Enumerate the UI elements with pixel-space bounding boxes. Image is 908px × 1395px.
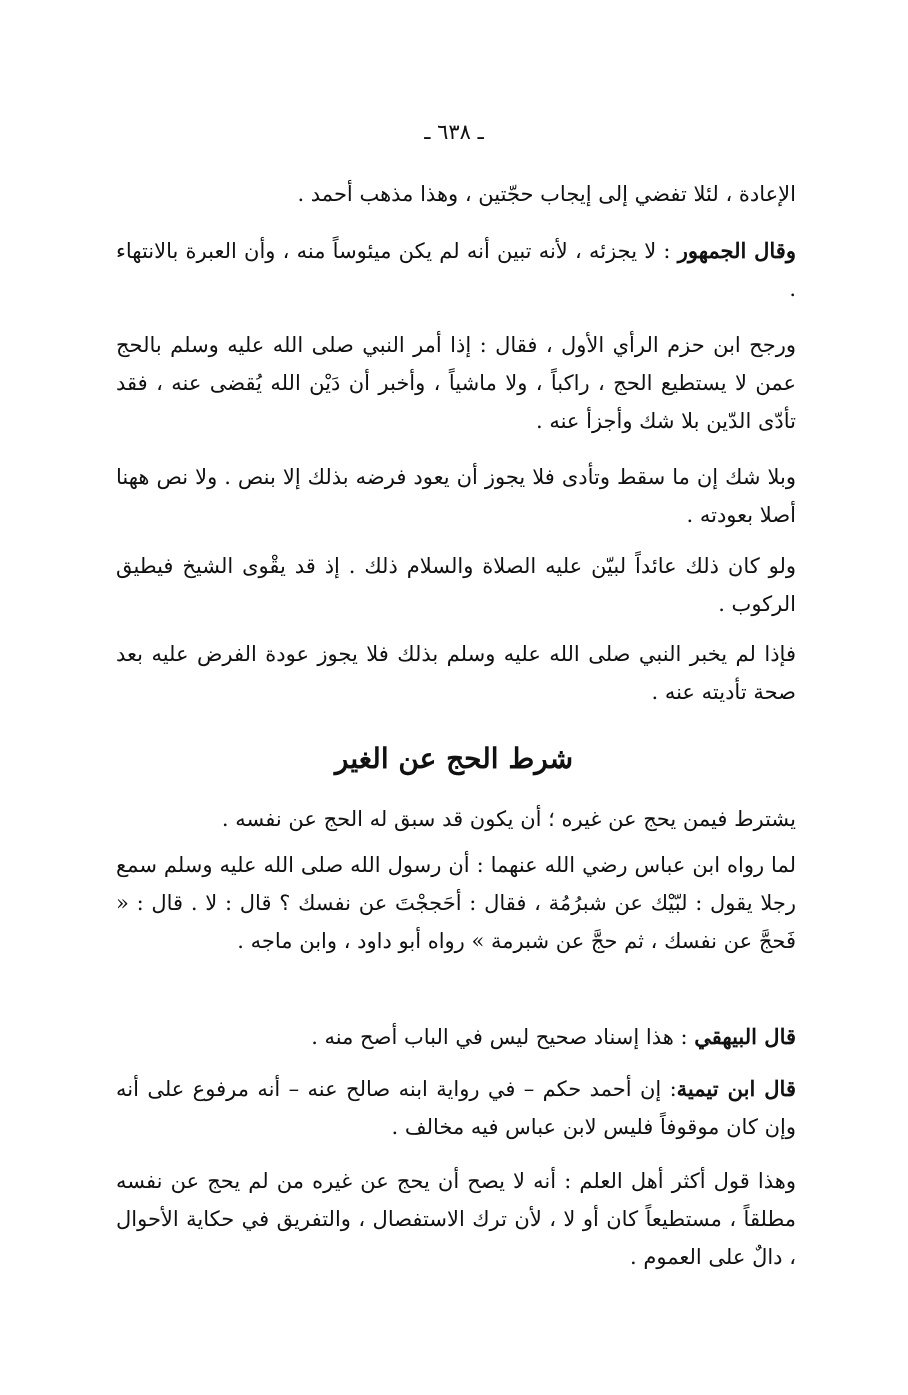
speaker-label: قال ابن تيمية	[676, 1076, 796, 1101]
paragraph-text: : إن أحمد حكم – في رواية ابنه صالح عنه – أنه مرفوع على أنه وإن كان موقوفاً فليس لابن عباس فيه مخالف .	[116, 1077, 796, 1139]
section-heading: شرط الحج عن الغير	[334, 742, 574, 775]
paragraph-ibn-hazm: ورجح ابن حزم الرأي الأول ، فقال : إذا أمر النبي صلى الله عليه وسلم بالحج عمن لا يستطيع الحج ، راكباً ، ولا ماشياً ، وأخبر أن دَيْن الله يُقضى عنه ، فقد تأدّى الدّين بلا شك وأجزأ عنه .	[116, 333, 796, 433]
paragraph-conclusion: فإذا لم يخبر النبي صلى الله عليه وسلم بذلك فلا يجوز عودة الفرض عليه بعد صحة تأديته عنه .	[116, 642, 796, 704]
speaker-label: قال البيهقي	[694, 1024, 796, 1049]
paragraph-hadith: لما رواه ابن عباس رضي الله عنهما : أن رسول الله صلى الله عليه وسلم سمع رجلا يقول : لبّيْك عن شبرُمُة ، فقال : أحَججْتَ عن نفسك ؟ قال : لا . قال : « فَحجَّ عن نفسك ، ثم حجَّ عن شبرمة » رواه أبو داود ، وابن ماجه .	[116, 853, 796, 953]
paragraph-text: : لا يجزئه ، لأنه تبين أنه لم يكن ميئوساً منه ، وأن العبرة بالانتهاء .	[116, 239, 796, 301]
paragraph-condition: يشترط فيمن يحج عن غيره ؛ أن يكون قد سبق له الحج عن نفسه .	[221, 807, 796, 831]
speaker-label: وقال الجمهور	[677, 238, 796, 263]
paragraph-explanation: ولو كان ذلك عائداً لبيّن عليه الصلاة والسلام ذلك . إذ قد يقْوى الشيخ فيطيق الركوب .	[116, 554, 796, 616]
paragraph-reinstatement: الإعادة ، لئلا تفضي إلى إيجاب حجّتين ، وهذا مذهب أحمد .	[297, 182, 796, 206]
paragraph-ibn-taymiyya	[116, 1070, 796, 1146]
paragraph-scholars-view: وهذا قول أكثر أهل العلم : أنه لا يصح أن يحج عن غيره من لم يحج عن نفسه مطلقاً ، مستطيعاً كان أو لا ، لأن ترك الاستفصال ، والتفريق في حكاية الأحوال ، دالٌ على العموم .	[116, 1169, 796, 1269]
paragraph-bayhaqi	[116, 1018, 796, 1056]
paragraph-majority-view	[116, 232, 796, 308]
page-number: ـ ٦٣٨ ـ	[424, 120, 484, 144]
paragraph-no-text: وبلا شك إن ما سقط وتأدى فلا يجوز أن يعود فرضه بذلك إلا بنص . ولا نص ههنا أصلا بعودته .	[116, 465, 796, 527]
paragraph-text: : هذا إسناد صحيح ليس في الباب أصح منه .	[311, 1025, 695, 1049]
